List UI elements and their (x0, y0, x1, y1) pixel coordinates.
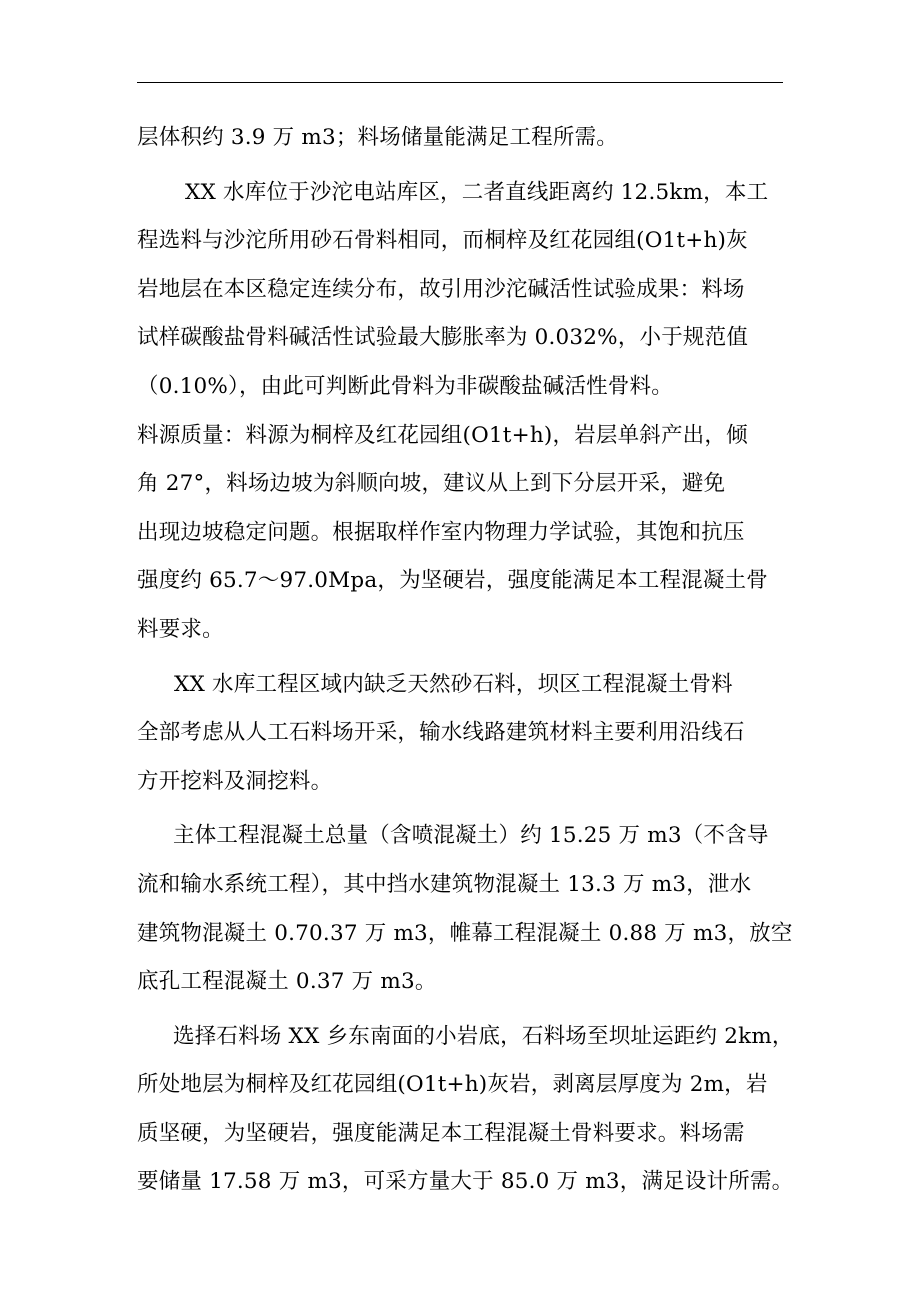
text-line: 岩地层在本区稳定连续分布，故引用沙沱碱活性试验成果：料场 (137, 276, 745, 302)
text-line: 质坚硬，为坚硬岩，强度能满足本工程混凝土骨料要求。料场需 (137, 1120, 745, 1146)
text-line: 试样碳酸盐骨料碱活性试验最大膨胀率为 0.032%，小于规范值 (137, 325, 749, 351)
text-line: 要储量 17.58 万 m3，可采方量大于 85.0 万 m3，满足设计所需。 (137, 1169, 794, 1195)
header-rule (137, 82, 783, 83)
paragraph-6 (137, 1013, 794, 1207)
text-line: 所处地层为桐梓及红花园组(O1t+h)灰岩，剥离层厚度为 2m，岩 (137, 1072, 768, 1098)
text-line: （0.10%），由此可判断此骨料为非碳酸盐碱活性骨料。 (137, 373, 673, 399)
paragraph-5 (137, 812, 793, 1006)
text-line: 底孔工程混凝土 0.37 万 m3。 (137, 969, 437, 995)
text-line: 方开挖料及洞挖料。 (137, 768, 333, 794)
text-line: 建筑物混凝土 0.70.37 万 m3，帷幕工程混凝土 0.88 万 m3，放空 (137, 920, 793, 946)
text-line: 出现边坡稳定问题。根据取样作室内物理力学试验，其饱和抗压 (137, 519, 745, 545)
text-line: 角 27°，料场边坡为斜顺向坡，建议从上到下分层开采，避免 (137, 471, 726, 497)
text-line: XX 水库工程区域内缺乏天然砂石料，坝区工程混凝土骨料 (174, 671, 733, 697)
paragraph-2 (137, 169, 787, 412)
text-line: XX 水库位于沙沱电站库区，二者直线距离约 12.5km，本工 (185, 179, 769, 205)
text-line: 程选料与沙沱所用砂石骨料相同，而桐梓及红花园组(O1t+h)灰 (137, 228, 748, 254)
paragraph-3 (137, 412, 787, 655)
text-line: 选择石料场 XX 乡东南面的小岩底，石料场至坝址运距约 2km， (173, 1023, 794, 1049)
document-body (137, 114, 794, 1207)
text-line: 强度约 65.7～97.0Mpa，为坚硬岩，强度能满足本工程混凝土骨 (137, 568, 768, 594)
text-line: 层体积约 3.9 万 m3；料场储量能满足工程所需。 (137, 125, 618, 150)
text-line: 全部考虑从人工石料场开采，输水线路建筑材料主要利用沿线石 (137, 720, 745, 746)
text-line: 料要求。 (137, 616, 224, 642)
text-line: 主体工程混凝土总量（含喷混凝土）约 15.25 万 m3（不含导 (173, 823, 769, 849)
paragraph-4 (137, 661, 787, 807)
paragraph-1 (137, 114, 787, 163)
text-line: 流和输水系统工程），其中挡水建筑物混凝土 13.3 万 m3，泄水 (137, 871, 752, 897)
text-line: 料源质量：料源为桐梓及红花园组(O1t+h)，岩层单斜产出，倾 (137, 422, 748, 448)
